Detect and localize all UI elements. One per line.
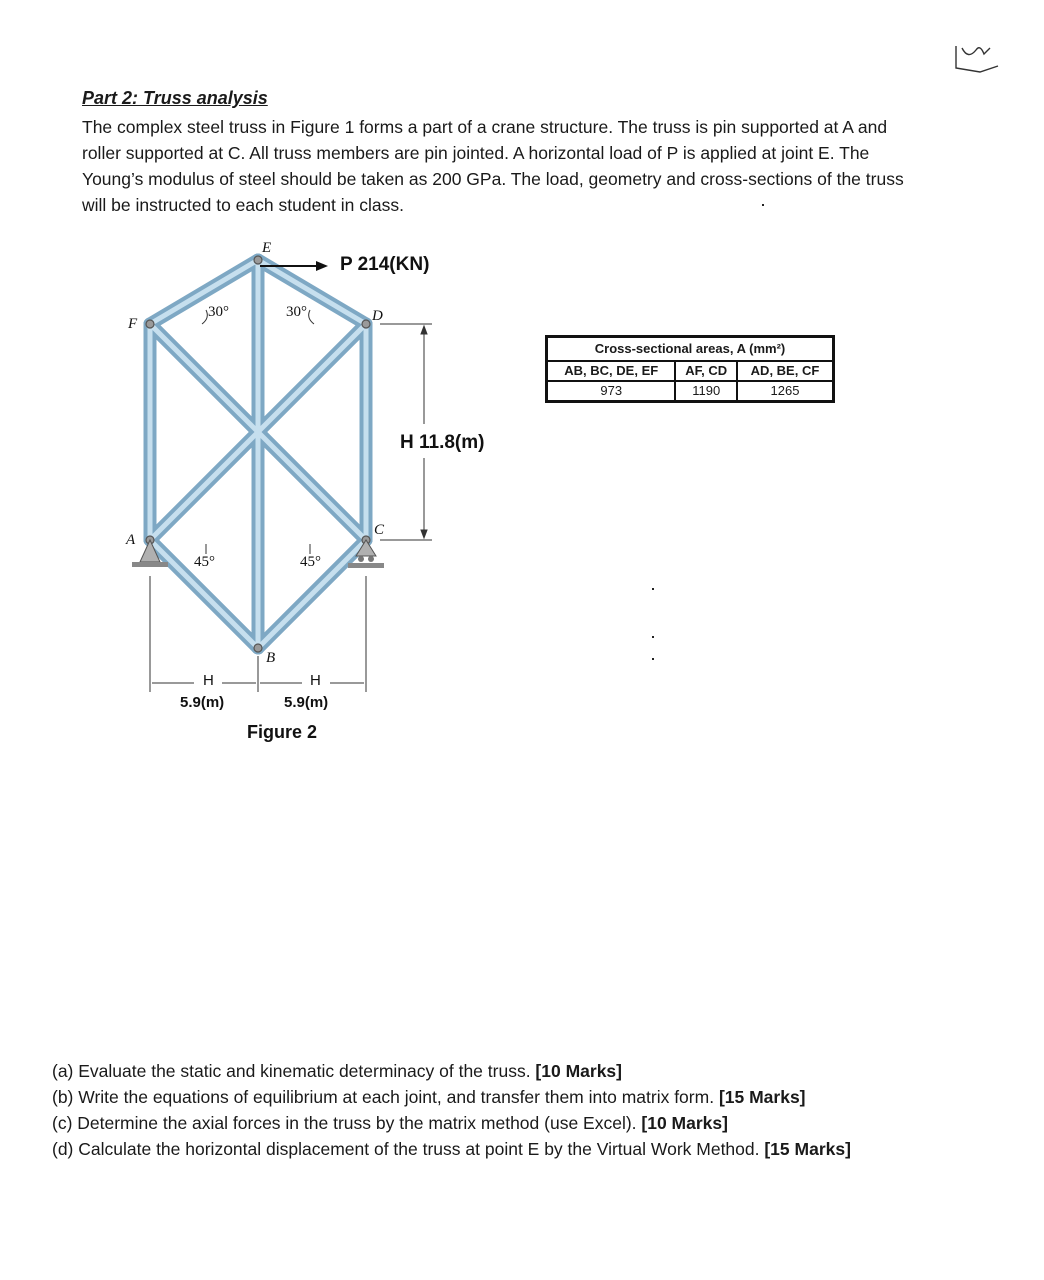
joint-label-C: C	[374, 522, 385, 538]
table-cell: 1190	[675, 381, 737, 402]
question-item: (a) Evaluate the static and kinematic determinacy of the truss. [10 Marks]	[52, 1061, 622, 1081]
joint-label-A: A	[126, 532, 136, 548]
load-label: P 214(KN)	[340, 254, 430, 275]
speck	[652, 588, 654, 590]
speck	[652, 658, 654, 660]
dim-right-value: 5.9(m)	[284, 694, 329, 711]
question-marks: [15 Marks]	[764, 1139, 851, 1159]
question-item: (d) Calculate the horizontal displacement of the truss at point E by the Virtual Work Method. [15 Marks]	[52, 1139, 851, 1159]
angle-label-top-right: 30°	[286, 304, 307, 320]
table-cell: 973	[547, 381, 676, 402]
table-header: AF, CD	[675, 361, 737, 381]
speck	[762, 204, 764, 206]
dim-right-symbol: H	[310, 672, 321, 689]
joint-label-D: D	[372, 308, 383, 324]
question-marks: [10 Marks]	[641, 1113, 728, 1133]
joint-label-B: B	[266, 650, 276, 666]
dim-left-symbol: H	[203, 672, 214, 689]
speck	[652, 636, 654, 638]
angle-label-bottom-right: 45°	[300, 554, 321, 570]
intro-line: will be instructed to each student in class.	[82, 195, 404, 215]
joint-F-pin	[146, 320, 154, 328]
cross-section-table	[545, 335, 835, 403]
question-list	[52, 1058, 1012, 1162]
joint-label-F: F	[128, 316, 138, 332]
question-marks: [10 Marks]	[535, 1061, 622, 1081]
intro-line: Young’s modulus of steel should be taken as 200 GPa. The load, geometry and cross-sections of the truss	[82, 169, 904, 189]
handwritten-scribble-icon	[950, 40, 1010, 80]
intro-line: The complex steel truss in Figure 1 forms a part of a crane structure. The truss is pin supported at A and	[82, 117, 888, 137]
question-marks: [15 Marks]	[718, 1087, 806, 1107]
joint-E-pin	[254, 256, 262, 264]
part-heading: Part 2: Truss analysis	[82, 88, 268, 108]
question-item: (c) Determine the axial forces in the truss by the matrix method (use Excel). [10 Marks]	[52, 1113, 728, 1133]
table-header: AB, BC, DE, EF	[547, 361, 676, 381]
intro-line: roller supported at C. All truss members are pin jointed. A horizontal load of P is applied at joint E. The	[82, 143, 870, 163]
question-item: (b) Write the equations of equilibrium at each joint, and transfer them into matrix form. [15 Marks]	[52, 1087, 806, 1107]
joint-label-E: E	[262, 240, 272, 256]
height-label: H 11.8(m)	[400, 432, 485, 453]
table-header: AD, BE, CF	[737, 361, 834, 381]
dim-left-value: 5.9(m)	[180, 694, 225, 711]
angle-label-top-left: 30°	[208, 304, 229, 320]
joint-B-pin	[254, 644, 262, 652]
figure-caption: Figure 2	[247, 722, 318, 742]
table-title: Cross-sectional areas, A (mm²)	[547, 337, 834, 362]
truss-diagram	[110, 236, 530, 706]
joint-D-pin	[362, 320, 370, 328]
table-cell: 1265	[737, 381, 834, 402]
truss-figure	[110, 236, 530, 742]
angle-label-bottom-left: 45°	[194, 554, 215, 570]
intro-paragraph	[82, 114, 1002, 218]
